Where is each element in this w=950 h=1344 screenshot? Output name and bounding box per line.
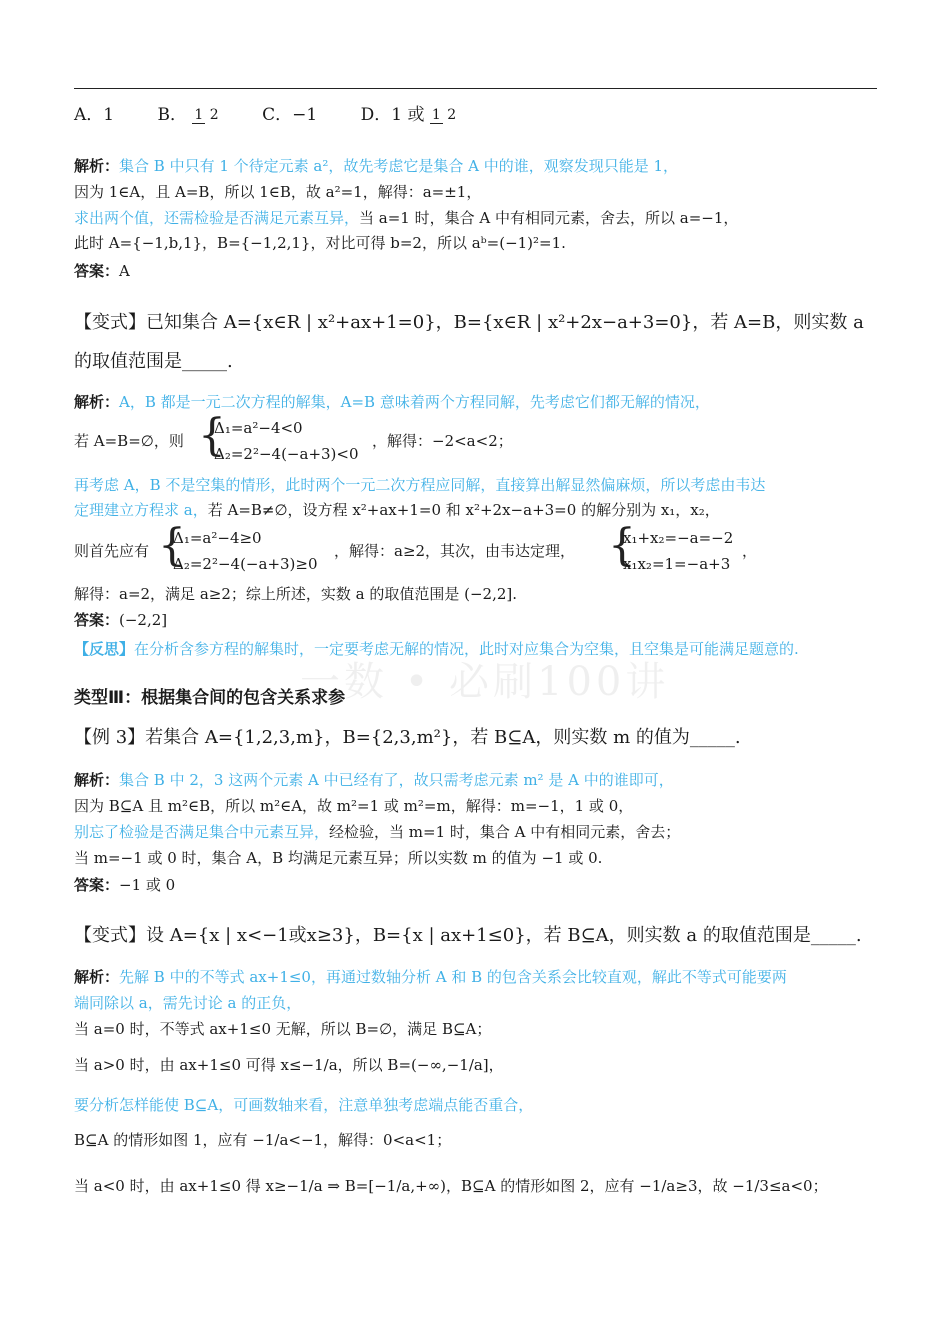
option-d: D．1 或 1 2 xyxy=(360,105,457,125)
answer-options xyxy=(74,100,456,125)
left-brace-icon: { xyxy=(198,410,226,461)
ex1-analysis-line1: 解析：集合 B 中只有 1 个待定元素 a²，故先考虑它是集合 A 中的谁，观察发现只能是 1， xyxy=(74,157,679,175)
var1-case1-eq1: Δ₁=a²−4<0 xyxy=(214,419,303,437)
var2-analysis-line7: 当 a<0 时，由 ax+1≤0 得 x≥−1/a ⇒ B=[−1/a,+∞)，B⊆A 的情形如图 2，应有 −1/a≥3，故 −1/3≤a<0； xyxy=(74,1177,828,1195)
var2-question: 【变式】设 A={x | x<−1或x≥3}，B={x | ax+1≤0}，若 B⊆A，则实数 a 的取值范围是_____. xyxy=(74,925,862,946)
fraction-half: 1 2 xyxy=(194,107,219,123)
ex3-analysis-line4: 当 m=−1 或 0 时，集合 A，B 均满足元素互异；所以实数 m 的值为 −1 或 0. xyxy=(74,849,603,867)
ex3-analysis-line1: 解析：集合 B 中 2，3 这两个元素 A 中已经有了，故只需考虑元素 m² 是 A 中的谁即可， xyxy=(74,771,674,789)
ex1-analysis-line3: 求出两个值，还需检验是否满足元素互异，当 a=1 时，集合 A 中有相同元素，舍去，所以 a=−1， xyxy=(74,209,739,227)
section-title: 类型Ⅲ：根据集合间的包含关系求参 xyxy=(74,688,346,708)
ex3-answer: 答案：−1 或 0 xyxy=(74,876,176,894)
ex1-analysis-line2: 因为 1∈A，且 A=B，所以 1∈B，故 a²=1，解得：a=±1， xyxy=(74,183,482,201)
var1-case1-prefix: 若 A=B=∅，则 xyxy=(74,432,184,450)
var1-case2-suffix: ， xyxy=(742,542,758,560)
var1-case2-mid: ，解得：a≥2，其次，由韦达定理， xyxy=(334,542,576,560)
var1-analysis-line3: 定理建立方程求 a，若 A=B≠∅，设方程 x²+ax+1=0 和 x²+2x−a+3=0 的解分别为 x₁，x₂， xyxy=(74,501,720,519)
ex3-question: 【例 3】若集合 A={1,2,3,m}，B={2,3,m²}，若 B⊆A，则实数 m 的值为_____. xyxy=(74,727,741,748)
var1-case2-eq4: x₁x₂=1=−a+3 xyxy=(623,555,731,573)
var1-case2-eq3: x₁+x₂=−a=−2 xyxy=(623,529,734,547)
var1-question-line2: 的取值范围是_____. xyxy=(74,351,233,372)
var2-analysis-line4: 当 a>0 时，由 ax+1≤0 可得 x≤−1/a，所以 B=(−∞,−1/a]， xyxy=(74,1056,504,1074)
left-brace-icon: { xyxy=(158,520,186,571)
fraction-half-d: 1 2 xyxy=(431,107,457,123)
var1-case2-eq1: Δ₁=a²−4≥0 xyxy=(173,529,262,547)
var1-reflection: 【反思】在分析含参方程的解集时，一定要考虑无解的情况，此时对应集合为空集，且空集是可能满足题意的. xyxy=(74,640,799,658)
var1-case2-prefix: 则首先应有 xyxy=(74,542,150,560)
var1-question-line1: 【变式】已知集合 A={x∈R | x²+ax+1=0}，B={x∈R | x²+2x−a+3=0}，若 A=B，则实数 a xyxy=(74,312,864,333)
watermark: 一数 • 必刷100讲 xyxy=(300,659,670,705)
ex3-analysis-line2: 因为 B⊆A 且 m²∈B，所以 m²∈A，故 m²=1 或 m²=m，解得：m=−1，1 或 0， xyxy=(74,797,634,815)
ex3-analysis-line3: 别忘了检验是否满足集合中元素互异，经检验，当 m=1 时，集合 A 中有相同元素，舍去； xyxy=(74,823,681,841)
left-brace-icon: { xyxy=(608,520,636,571)
var1-analysis-line1: 解析：A，B 都是一元二次方程的解集，A=B 意味着两个方程同解，先考虑它们都无解的情况， xyxy=(74,393,710,411)
var2-analysis-line2: 端同除以 a，需先讨论 a 的正负， xyxy=(74,994,302,1012)
option-b: B． 1 2 xyxy=(157,105,219,125)
var2-analysis-line3: 当 a=0 时，不等式 ax+1≤0 无解，所以 B=∅，满足 B⊆A； xyxy=(74,1020,492,1038)
ex1-analysis-line4: 此时 A={−1,b,1}，B={−1,2,1}，对比可得 b=2，所以 aᵇ=(−1)²=1. xyxy=(74,234,566,252)
var1-answer: 答案：(−2,2] xyxy=(74,611,168,629)
var1-analysis-line4: 解得：a=2，满足 a≥2；综上所述，实数 a 的取值范围是 (−2,2]. xyxy=(74,585,518,603)
var2-analysis-line6: B⊆A 的情形如图 1，应有 −1/a<−1，解得：0<a<1； xyxy=(74,1131,452,1149)
var1-case1-suffix: ，解得：−2<a<2； xyxy=(372,432,513,450)
var1-analysis-line2: 再考虑 A，B 不是空集的情形，此时两个一元二次方程应同解，直接算出解显然偏麻烦，所以考虑由韦达 xyxy=(74,476,766,494)
option-a: A．1 xyxy=(74,105,115,125)
var1-case1-eq2: Δ₂=2²−4(−a+3)<0 xyxy=(214,445,359,463)
option-c: C．−1 xyxy=(262,105,318,125)
var2-analysis-line5: 要分析怎样能使 B⊆A，可画数轴来看，注意单独考虑端点能否重合， xyxy=(74,1096,534,1114)
var1-case2-eq2: Δ₂=2²−4(−a+3)≥0 xyxy=(173,555,318,573)
var2-analysis-line1: 解析：先解 B 中的不等式 ax+1≤0，再通过数轴分析 A 和 B 的包含关系会比较直观，解此不等式可能要两 xyxy=(74,968,787,986)
ex1-answer: 答案：A xyxy=(74,262,130,280)
top-rule xyxy=(74,88,877,89)
